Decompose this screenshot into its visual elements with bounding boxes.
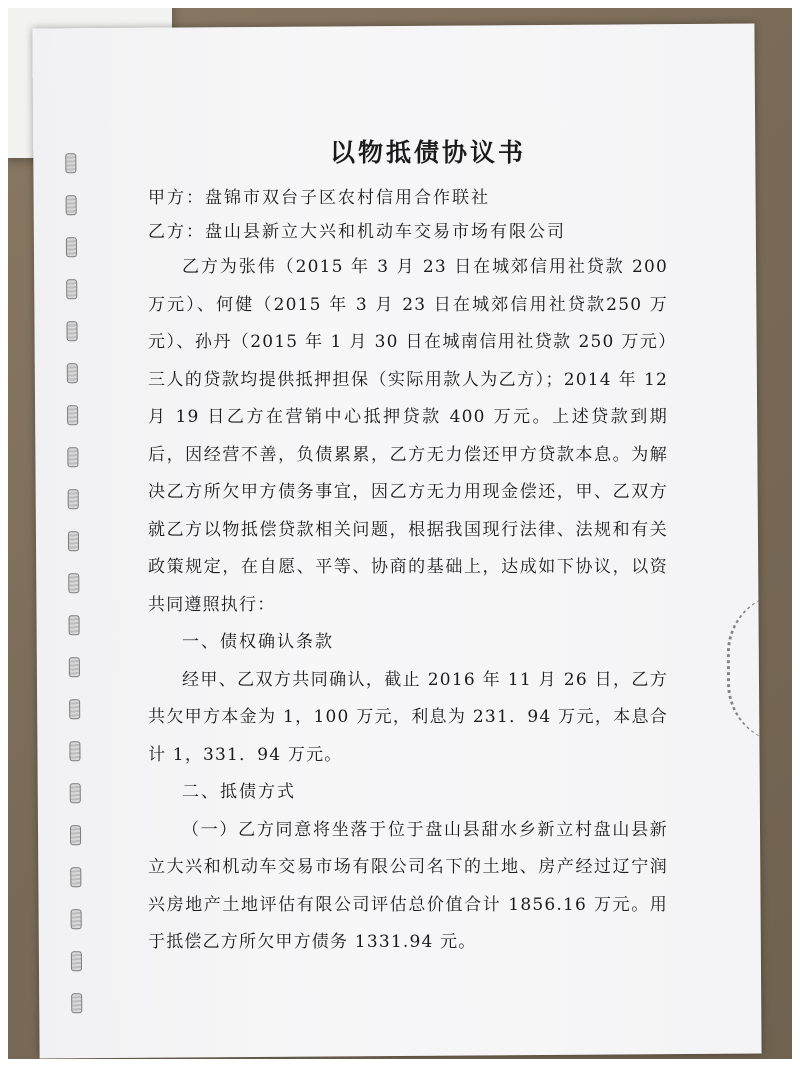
binding-hole	[71, 951, 82, 971]
section1-heading: 一、债权确认条款	[182, 632, 334, 652]
binding-hole	[66, 237, 77, 257]
binding-holes	[65, 153, 83, 1053]
party-a: 甲方：盘锦市双台子区农村信用合作联社	[148, 188, 490, 208]
section2-heading: 二、抵债方式	[182, 782, 296, 802]
document-title: 以物抵债协议书	[329, 138, 526, 167]
binding-hole	[70, 867, 81, 887]
binding-hole	[69, 615, 80, 635]
binding-hole	[67, 447, 78, 467]
binding-hole	[70, 825, 81, 845]
binding-hole	[66, 195, 77, 215]
binding-hole	[71, 993, 82, 1013]
document-body	[148, 133, 668, 962]
binding-hole	[70, 783, 81, 803]
binding-hole	[67, 363, 78, 383]
section1-paragraph: 经甲、乙双方共同确认，截止 2016 年 11 月 26 日，乙方共欠甲方本金为 1，100 万元，利息为 231．94 万元，本息合计 1，331．94 万元。	[148, 669, 668, 765]
binding-hole	[68, 489, 79, 509]
section2-paragraph: （一）乙方同意将坐落于位于盘山县甜水乡新立村盘山县新立大兴和机动车交易市场有限公司名下的土地、房产经过辽宁润兴房地产土地评估有限公司评估总价值合计 1856.16 万元。用于抵偿乙方所欠甲方债务 1331.94 元。	[148, 819, 668, 952]
binding-hole	[71, 909, 82, 929]
binding-hole	[69, 741, 80, 761]
binding-hole	[69, 657, 80, 677]
binding-hole	[65, 153, 76, 173]
intro-paragraph: 乙方为张伟（2015 年 3 月 23 日在城郊信用社贷款 200 万元）、何健（2015 年 3 月 23 日在城郊信用社贷款250 万元）、孙丹（2015 年 1 月 30 日在城南信用社贷款 250 万元）三人的贷款均提供抵押担保（实际用款人为乙方）；2014 年 12 月 19 日乙方在营销中心抵押贷款 400 万元。上述贷款到期后，因经营不善，负债累累，乙方无力偿还甲方贷款本息。为解决乙方所欠甲方债务事宜，因乙方无力用现金偿还，甲、乙双方就乙方以物抵偿贷款相关问题，根据我国现行法律、法规和有关政策规定，在自愿、平等、协商的基础上，达成如下协议，以资共同遵照执行：	[148, 257, 668, 615]
party-b: 乙方：盘山县新立大兴和机动车交易市场有限公司	[148, 222, 566, 242]
binding-hole	[67, 405, 78, 425]
binding-hole	[68, 531, 79, 551]
seal-stamp-partial	[726, 593, 792, 744]
document-photo	[8, 8, 792, 1059]
binding-hole	[66, 321, 77, 341]
binding-hole	[68, 573, 79, 593]
binding-hole	[66, 279, 77, 299]
binding-hole	[69, 699, 80, 719]
